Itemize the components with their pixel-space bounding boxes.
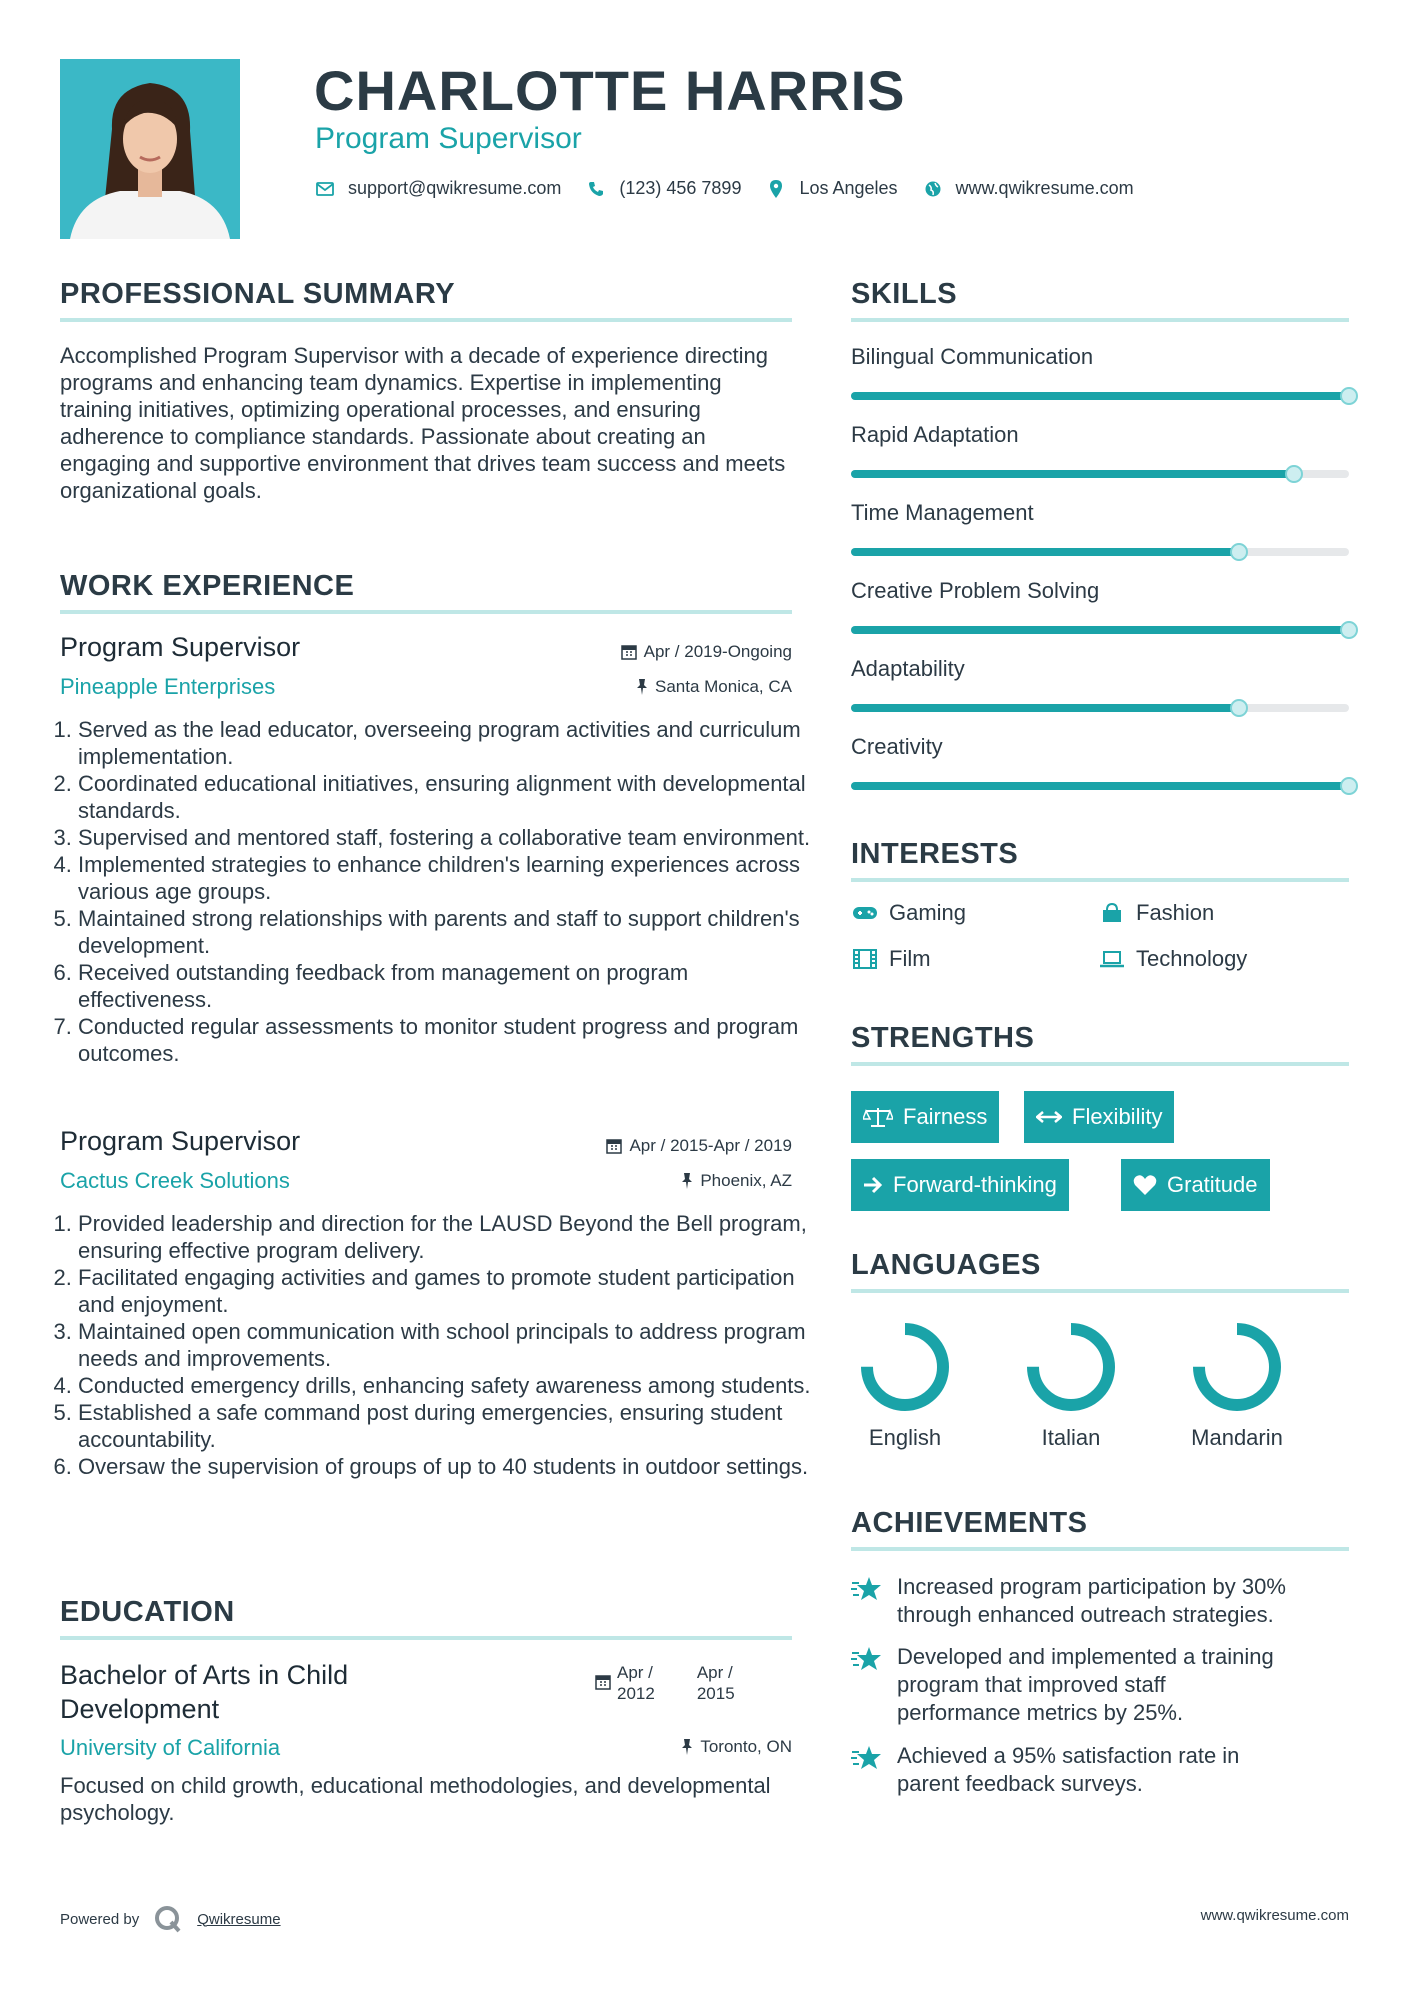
skill-bar-fill <box>851 470 1294 478</box>
interest-fashion <box>1098 900 1214 926</box>
portrait-image <box>60 59 240 239</box>
interest-gaming <box>851 900 966 926</box>
education-dates <box>595 1662 735 1704</box>
globe-icon <box>922 181 944 197</box>
list-item: 2. Coordinated educational initiatives, ensuring alignment with developmental standards. <box>78 770 813 824</box>
skill-bar-knob <box>1340 621 1358 639</box>
achievement-line: Developed and implemented a training <box>897 1644 1274 1669</box>
skill-name: Rapid Adaptation <box>851 422 1019 447</box>
degree-line: Bachelor of Arts in Child <box>60 1660 349 1690</box>
degree-title <box>60 1658 348 1726</box>
education-divider <box>60 1636 792 1640</box>
achievement-item <box>851 1573 1351 1629</box>
education-description: Focused on child growth, educational methodologies, and developmental psychology. <box>60 1773 771 1825</box>
star-badge-icon <box>851 1645 885 1727</box>
film-icon <box>851 949 879 969</box>
skill-name: Creative Problem Solving <box>851 578 1100 603</box>
interest-label: Technology <box>1136 946 1248 971</box>
skill-bar-fill <box>851 782 1349 790</box>
list-item: 4. Implemented strategies to enhance children's learning experiences across various age groups. <box>78 851 813 905</box>
start-month: Apr / <box>617 1663 653 1682</box>
list-item: 1. Served as the lead educator, overseeing program activities and curriculum implementation. <box>78 716 813 770</box>
skill-name: Adaptability <box>851 656 965 681</box>
list-item: 3. Supervised and mentored staff, fostering a collaborative team environment. <box>78 824 813 851</box>
achievements-heading: ACHIEVEMENTS <box>851 1507 1088 1539</box>
end-year: 2015 <box>696 1684 735 1703</box>
skill-bar-fill <box>851 704 1239 712</box>
achievement-line: performance metrics by 25%. <box>897 1700 1184 1725</box>
interests-divider <box>851 878 1349 882</box>
calendar-icon <box>621 644 637 660</box>
laptop-icon <box>1098 950 1126 968</box>
skill-bar-knob <box>1340 777 1358 795</box>
education-end <box>697 1662 735 1704</box>
footer-website[interactable]: www.qwikresume.com <box>1200 1907 1349 1924</box>
footer-powered <box>60 1904 281 1934</box>
language-ring-arc <box>1199 1329 1275 1405</box>
job-bullets <box>60 1210 813 1480</box>
skills-divider <box>851 318 1349 322</box>
phone-icon <box>585 181 607 197</box>
skill-bar-fill <box>851 626 1349 634</box>
skills-heading: SKILLS <box>851 278 958 310</box>
list-item: 7. Conducted regular assessments to monitor student progress and program outcomes. <box>78 1013 813 1067</box>
list-item: 5. Established a safe command post during emergencies, ensuring student accountability. <box>78 1399 813 1453</box>
achievement-line: parent feedback surveys. <box>897 1771 1143 1796</box>
skill-name: Creativity <box>851 734 943 759</box>
list-item: 6. Oversaw the supervision of groups of up to 40 students in outdoor settings. <box>78 1453 813 1480</box>
strength-chip-fairness <box>851 1091 999 1143</box>
gamepad-icon <box>851 905 879 921</box>
list-item: 6. Received outstanding feedback from management on program effectiveness. <box>78 959 813 1013</box>
list-item: 5. Maintained strong relationships with parents and staff to support children's development. <box>78 905 813 959</box>
strength-label: Gratitude <box>1167 1172 1258 1197</box>
job-date-text: Apr / 2019-Ongoing <box>643 642 792 661</box>
skill-bar-fill <box>851 548 1239 556</box>
summary-heading: PROFESSIONAL SUMMARY <box>60 278 456 310</box>
achievement-line: Achieved a 95% satisfaction rate in <box>897 1743 1240 1768</box>
job-date <box>500 1136 792 1156</box>
summary-text: Accomplished Program Supervisor with a decade of experience directing programs and enhancing team dynamics. Expertise in implementing training initiatives, optimizing operational processes, and ensuring adherence to compliance standards. Passionate about creating an engaging and supportive environment that drives team success and meets organizational goals. <box>60 343 786 503</box>
strength-chip-flexibility <box>1024 1091 1174 1143</box>
strength-label: Fairness <box>903 1104 988 1129</box>
strengths-heading: STRENGTHS <box>851 1022 1035 1054</box>
powered-by-text: Powered by <box>60 1910 140 1928</box>
languages-divider <box>851 1289 1349 1293</box>
contact-website[interactable]: www.qwikresume.com <box>955 178 1134 198</box>
contact-phone[interactable]: (123) 456 7899 <box>619 178 742 198</box>
strength-chip-forward-thinking <box>851 1159 1069 1211</box>
arrows-icon <box>1036 1110 1062 1124</box>
skill-bar-track <box>851 704 1349 712</box>
calendar-icon <box>606 1138 622 1154</box>
list-item: 4. Conducted emergency drills, enhancing safety awareness among students. <box>78 1372 813 1399</box>
list-item: 3. Maintained open communication with school principals to address program needs and improvements. <box>78 1318 813 1372</box>
end-month: Apr / <box>696 1663 733 1682</box>
map-pin-icon <box>765 180 787 198</box>
contact-location: Los Angeles <box>799 178 898 198</box>
candidate-name: CHARLOTTE HARRIS <box>314 59 906 122</box>
achievement-line: through enhanced outreach strategies. <box>897 1602 1274 1627</box>
job-location-text: Santa Monica, CA <box>654 677 792 696</box>
skill-bar-track <box>851 548 1349 556</box>
skill-bar-knob <box>1230 699 1248 717</box>
achievement-line: program that improved staff <box>897 1672 1166 1697</box>
achievements-divider <box>851 1547 1349 1551</box>
experience-heading: WORK EXPERIENCE <box>60 570 355 602</box>
skill-bar-fill <box>851 392 1349 400</box>
achievement-item <box>851 1742 1351 1798</box>
language-ring-arc <box>867 1329 943 1405</box>
strength-chip-gratitude <box>1121 1159 1270 1211</box>
education-location-text: Toronto, ON <box>700 1737 792 1756</box>
interests-heading: INTERESTS <box>851 838 1019 870</box>
school-name: University of California <box>60 1735 281 1760</box>
skill-name: Time Management <box>851 500 1034 525</box>
achievement-line: Increased program participation by 30% <box>897 1574 1286 1599</box>
strength-label: Flexibility <box>1072 1104 1163 1129</box>
languages-heading: LANGUAGES <box>851 1249 1041 1281</box>
summary-divider <box>60 318 792 322</box>
qwikresume-logo-icon <box>153 1904 183 1934</box>
bag-icon <box>1098 902 1126 924</box>
pushpin-icon <box>636 679 648 695</box>
job-company: Cactus Creek Solutions <box>60 1168 290 1193</box>
envelope-icon <box>314 182 336 196</box>
achievement-item <box>851 1643 1351 1727</box>
language-name: Italian <box>1041 1425 1101 1450</box>
job-bullets <box>60 716 813 1067</box>
arrow-right-icon <box>863 1176 883 1194</box>
skill-bar-knob <box>1340 387 1358 405</box>
star-badge-icon <box>851 1575 885 1629</box>
interest-label: Gaming <box>889 900 967 925</box>
education-location <box>500 1737 792 1757</box>
skill-bar-track <box>851 782 1349 790</box>
list-item: 1. Provided leadership and direction for the LAUSD Beyond the Bell program, ensuring effective program delivery. <box>78 1210 813 1264</box>
scale-icon <box>863 1106 893 1128</box>
language-name: Mandarin <box>1191 1425 1283 1450</box>
education-heading: EDUCATION <box>60 1596 235 1628</box>
job-date <box>500 642 792 662</box>
calendar-icon <box>595 1674 611 1690</box>
skill-bar-track <box>851 626 1349 634</box>
profile-photo <box>60 59 240 239</box>
interest-label: Film <box>889 946 931 971</box>
language-ring <box>1187 1317 1287 1417</box>
experience-divider <box>60 610 792 614</box>
skill-name: Bilingual Communication <box>851 344 1094 369</box>
contact-bar <box>314 178 1158 199</box>
language-ring <box>855 1317 955 1417</box>
job-location-text: Phoenix, AZ <box>700 1171 792 1190</box>
qwikresume-link[interactable]: Qwikresume <box>197 1910 281 1928</box>
skill-bar-knob <box>1285 465 1303 483</box>
job-title: Program Supervisor <box>60 1126 301 1156</box>
pushpin-icon <box>681 1173 693 1189</box>
candidate-role: Program Supervisor <box>315 122 582 155</box>
skill-bar-track <box>851 392 1349 400</box>
job-company: Pineapple Enterprises <box>60 674 276 699</box>
interest-film <box>851 946 931 972</box>
skill-bar-knob <box>1230 543 1248 561</box>
job-date-text: Apr / 2015-Apr / 2019 <box>629 1136 792 1155</box>
strength-label: Forward-thinking <box>893 1172 1057 1197</box>
job-title: Program Supervisor <box>60 632 301 662</box>
education-start <box>617 1662 655 1704</box>
contact-email[interactable]: support@qwikresume.com <box>348 178 562 198</box>
heart-icon <box>1133 1174 1157 1196</box>
degree-line: Development <box>60 1694 220 1724</box>
star-badge-icon <box>851 1744 885 1798</box>
skill-bar-track <box>851 470 1349 478</box>
interest-technology <box>1098 946 1247 972</box>
language-ring <box>1021 1317 1121 1417</box>
language-name: English <box>868 1425 942 1450</box>
language-ring-arc <box>1033 1329 1109 1405</box>
pushpin-icon <box>681 1739 693 1755</box>
list-item: 2. Facilitated engaging activities and games to promote student participation and enjoyment. <box>78 1264 813 1318</box>
start-year: 2012 <box>617 1684 655 1703</box>
interest-label: Fashion <box>1136 900 1215 925</box>
job-location <box>500 677 792 697</box>
strengths-divider <box>851 1062 1349 1066</box>
job-location <box>500 1171 792 1191</box>
